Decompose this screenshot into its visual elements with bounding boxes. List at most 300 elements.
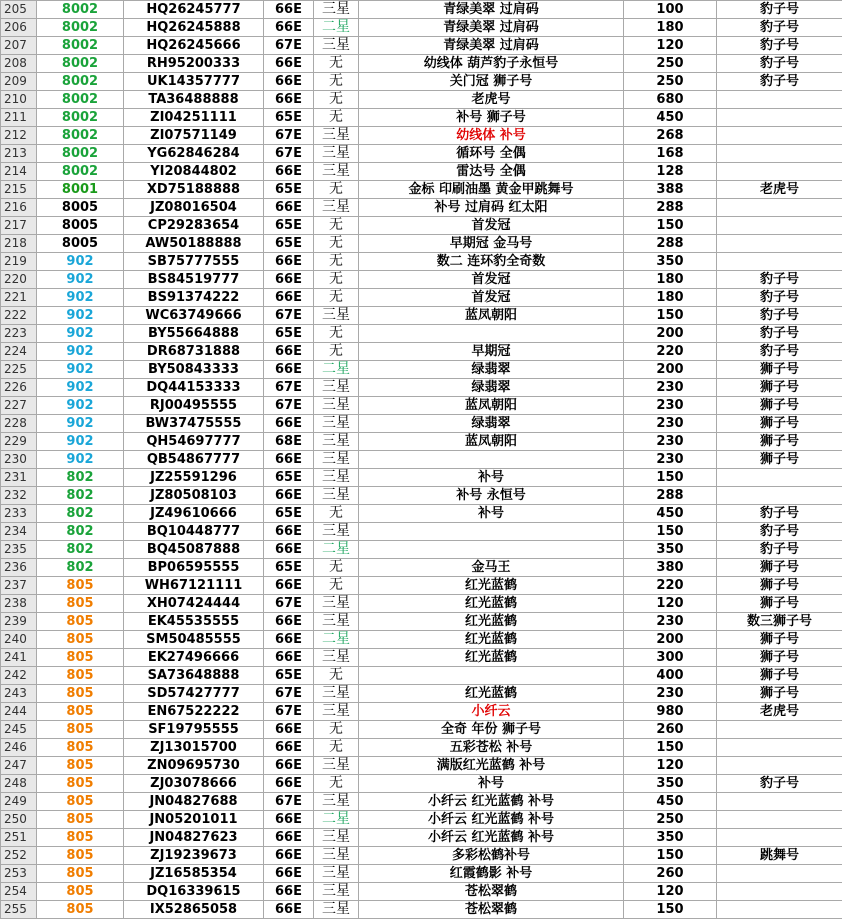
grade-cell[interactable]: 三星 bbox=[314, 1, 359, 19]
version-cell[interactable]: 65E bbox=[264, 559, 314, 577]
description-cell[interactable]: 早期冠 金马号 bbox=[359, 235, 624, 253]
row-number-cell[interactable]: 227 bbox=[1, 397, 37, 415]
version-cell[interactable]: 65E bbox=[264, 235, 314, 253]
description-cell[interactable] bbox=[359, 451, 624, 469]
version-cell[interactable]: 66E bbox=[264, 289, 314, 307]
description-cell[interactable]: 蓝凤朝阳 bbox=[359, 433, 624, 451]
price-cell[interactable]: 100 bbox=[624, 1, 717, 19]
description-cell[interactable]: 关门冠 狮子号 bbox=[359, 73, 624, 91]
version-cell[interactable]: 66E bbox=[264, 811, 314, 829]
version-cell[interactable]: 65E bbox=[264, 109, 314, 127]
price-cell[interactable]: 120 bbox=[624, 757, 717, 775]
version-cell[interactable]: 66E bbox=[264, 451, 314, 469]
price-cell[interactable]: 350 bbox=[624, 253, 717, 271]
grade-cell[interactable]: 无 bbox=[314, 271, 359, 289]
grade-cell[interactable]: 无 bbox=[314, 739, 359, 757]
description-cell[interactable] bbox=[359, 325, 624, 343]
grade-cell[interactable]: 三星 bbox=[314, 883, 359, 901]
tag-cell[interactable]: 狮子号 bbox=[717, 649, 842, 667]
tag-cell[interactable]: 狮子号 bbox=[717, 397, 842, 415]
price-cell[interactable]: 120 bbox=[624, 595, 717, 613]
tag-cell[interactable]: 豹子号 bbox=[717, 271, 842, 289]
serial-number-cell[interactable]: WH67121111 bbox=[124, 577, 264, 595]
series-code-cell[interactable]: 902 bbox=[37, 433, 124, 451]
price-cell[interactable]: 268 bbox=[624, 127, 717, 145]
serial-number-cell[interactable]: HQ26245888 bbox=[124, 19, 264, 37]
version-cell[interactable]: 66E bbox=[264, 901, 314, 919]
serial-number-cell[interactable]: TA36488888 bbox=[124, 91, 264, 109]
version-cell[interactable]: 66E bbox=[264, 91, 314, 109]
row-number-cell[interactable]: 247 bbox=[1, 757, 37, 775]
tag-cell[interactable]: 狮子号 bbox=[717, 667, 842, 685]
price-cell[interactable]: 230 bbox=[624, 685, 717, 703]
tag-cell[interactable]: 豹子号 bbox=[717, 541, 842, 559]
tag-cell[interactable] bbox=[717, 163, 842, 181]
serial-number-cell[interactable]: BQ45087888 bbox=[124, 541, 264, 559]
tag-cell[interactable]: 狮子号 bbox=[717, 631, 842, 649]
price-cell[interactable]: 150 bbox=[624, 307, 717, 325]
serial-number-cell[interactable]: BP06595555 bbox=[124, 559, 264, 577]
row-number-cell[interactable]: 241 bbox=[1, 649, 37, 667]
row-number-cell[interactable]: 225 bbox=[1, 361, 37, 379]
version-cell[interactable]: 67E bbox=[264, 307, 314, 325]
description-cell[interactable]: 苍松翠鹤 bbox=[359, 901, 624, 919]
tag-cell[interactable]: 豹子号 bbox=[717, 1, 842, 19]
tag-cell[interactable]: 豹子号 bbox=[717, 19, 842, 37]
series-code-cell[interactable]: 8005 bbox=[37, 217, 124, 235]
price-cell[interactable]: 200 bbox=[624, 325, 717, 343]
serial-number-cell[interactable]: BS84519777 bbox=[124, 271, 264, 289]
row-number-cell[interactable]: 211 bbox=[1, 109, 37, 127]
grade-cell[interactable]: 无 bbox=[314, 559, 359, 577]
row-number-cell[interactable]: 242 bbox=[1, 667, 37, 685]
serial-number-cell[interactable]: DQ16339615 bbox=[124, 883, 264, 901]
version-cell[interactable]: 67E bbox=[264, 379, 314, 397]
version-cell[interactable]: 66E bbox=[264, 523, 314, 541]
version-cell[interactable]: 67E bbox=[264, 685, 314, 703]
serial-number-cell[interactable]: IX52865058 bbox=[124, 901, 264, 919]
series-code-cell[interactable]: 805 bbox=[37, 901, 124, 919]
series-code-cell[interactable]: 902 bbox=[37, 343, 124, 361]
series-code-cell[interactable]: 805 bbox=[37, 883, 124, 901]
row-number-cell[interactable]: 245 bbox=[1, 721, 37, 739]
version-cell[interactable]: 65E bbox=[264, 505, 314, 523]
price-cell[interactable]: 128 bbox=[624, 163, 717, 181]
grade-cell[interactable]: 三星 bbox=[314, 469, 359, 487]
tag-cell[interactable] bbox=[717, 721, 842, 739]
tag-cell[interactable] bbox=[717, 217, 842, 235]
tag-cell[interactable]: 狮子号 bbox=[717, 559, 842, 577]
tag-cell[interactable]: 豹子号 bbox=[717, 325, 842, 343]
grade-cell[interactable]: 无 bbox=[314, 109, 359, 127]
description-cell[interactable] bbox=[359, 523, 624, 541]
tag-cell[interactable] bbox=[717, 865, 842, 883]
series-code-cell[interactable]: 902 bbox=[37, 379, 124, 397]
price-cell[interactable]: 230 bbox=[624, 379, 717, 397]
series-code-cell[interactable]: 8002 bbox=[37, 163, 124, 181]
series-code-cell[interactable]: 805 bbox=[37, 667, 124, 685]
description-cell[interactable]: 雷达号 全偶 bbox=[359, 163, 624, 181]
description-cell[interactable]: 幼线体 葫芦豹子永恒号 bbox=[359, 55, 624, 73]
row-number-cell[interactable]: 218 bbox=[1, 235, 37, 253]
description-cell[interactable]: 蓝凤朝阳 bbox=[359, 397, 624, 415]
grade-cell[interactable]: 无 bbox=[314, 577, 359, 595]
price-cell[interactable]: 288 bbox=[624, 235, 717, 253]
row-number-cell[interactable]: 208 bbox=[1, 55, 37, 73]
serial-number-cell[interactable]: ZI04251111 bbox=[124, 109, 264, 127]
row-number-cell[interactable]: 243 bbox=[1, 685, 37, 703]
tag-cell[interactable] bbox=[717, 145, 842, 163]
price-cell[interactable]: 180 bbox=[624, 19, 717, 37]
grade-cell[interactable]: 无 bbox=[314, 55, 359, 73]
price-cell[interactable]: 168 bbox=[624, 145, 717, 163]
version-cell[interactable]: 67E bbox=[264, 37, 314, 55]
price-cell[interactable]: 450 bbox=[624, 793, 717, 811]
grade-cell[interactable]: 三星 bbox=[314, 685, 359, 703]
tag-cell[interactable] bbox=[717, 235, 842, 253]
row-number-cell[interactable]: 219 bbox=[1, 253, 37, 271]
description-cell[interactable]: 首发冠 bbox=[359, 217, 624, 235]
description-cell[interactable] bbox=[359, 667, 624, 685]
description-cell[interactable]: 红光蓝鹤 bbox=[359, 631, 624, 649]
version-cell[interactable]: 66E bbox=[264, 541, 314, 559]
version-cell[interactable]: 66E bbox=[264, 883, 314, 901]
serial-number-cell[interactable]: EK45535555 bbox=[124, 613, 264, 631]
serial-number-cell[interactable]: ZJ13015700 bbox=[124, 739, 264, 757]
version-cell[interactable]: 65E bbox=[264, 667, 314, 685]
serial-number-cell[interactable]: BQ10448777 bbox=[124, 523, 264, 541]
row-number-cell[interactable]: 249 bbox=[1, 793, 37, 811]
tag-cell[interactable]: 豹子号 bbox=[717, 307, 842, 325]
version-cell[interactable]: 66E bbox=[264, 613, 314, 631]
grade-cell[interactable]: 三星 bbox=[314, 649, 359, 667]
version-cell[interactable]: 66E bbox=[264, 253, 314, 271]
row-number-cell[interactable]: 240 bbox=[1, 631, 37, 649]
grade-cell[interactable]: 二星 bbox=[314, 811, 359, 829]
series-code-cell[interactable]: 8002 bbox=[37, 145, 124, 163]
version-cell[interactable]: 65E bbox=[264, 217, 314, 235]
description-cell[interactable]: 小纤云 红光蓝鹤 补号 bbox=[359, 811, 624, 829]
series-code-cell[interactable]: 8002 bbox=[37, 37, 124, 55]
grade-cell[interactable]: 无 bbox=[314, 343, 359, 361]
price-cell[interactable]: 150 bbox=[624, 847, 717, 865]
description-cell[interactable]: 苍松翠鹤 bbox=[359, 883, 624, 901]
price-cell[interactable]: 230 bbox=[624, 397, 717, 415]
price-cell[interactable]: 230 bbox=[624, 451, 717, 469]
description-cell[interactable]: 补号 bbox=[359, 469, 624, 487]
row-number-cell[interactable]: 210 bbox=[1, 91, 37, 109]
series-code-cell[interactable]: 805 bbox=[37, 775, 124, 793]
row-number-cell[interactable]: 215 bbox=[1, 181, 37, 199]
grade-cell[interactable]: 三星 bbox=[314, 793, 359, 811]
row-number-cell[interactable]: 207 bbox=[1, 37, 37, 55]
tag-cell[interactable]: 数三狮子号 bbox=[717, 613, 842, 631]
version-cell[interactable]: 65E bbox=[264, 469, 314, 487]
description-cell[interactable]: 老虎号 bbox=[359, 91, 624, 109]
row-number-cell[interactable]: 252 bbox=[1, 847, 37, 865]
version-cell[interactable]: 66E bbox=[264, 1, 314, 19]
price-cell[interactable]: 150 bbox=[624, 739, 717, 757]
series-code-cell[interactable]: 8002 bbox=[37, 19, 124, 37]
tag-cell[interactable]: 狮子号 bbox=[717, 595, 842, 613]
grade-cell[interactable]: 无 bbox=[314, 505, 359, 523]
row-number-cell[interactable]: 253 bbox=[1, 865, 37, 883]
series-code-cell[interactable]: 8002 bbox=[37, 91, 124, 109]
row-number-cell[interactable]: 222 bbox=[1, 307, 37, 325]
grade-cell[interactable]: 三星 bbox=[314, 145, 359, 163]
row-number-cell[interactable]: 216 bbox=[1, 199, 37, 217]
description-cell[interactable]: 红光蓝鹤 bbox=[359, 595, 624, 613]
price-cell[interactable]: 180 bbox=[624, 289, 717, 307]
series-code-cell[interactable]: 902 bbox=[37, 253, 124, 271]
price-cell[interactable]: 260 bbox=[624, 865, 717, 883]
tag-cell[interactable] bbox=[717, 829, 842, 847]
version-cell[interactable]: 66E bbox=[264, 361, 314, 379]
description-cell[interactable]: 绿翡翠 bbox=[359, 361, 624, 379]
grade-cell[interactable]: 三星 bbox=[314, 865, 359, 883]
serial-number-cell[interactable]: AW50188888 bbox=[124, 235, 264, 253]
serial-number-cell[interactable]: XH07424444 bbox=[124, 595, 264, 613]
serial-number-cell[interactable]: JN04827623 bbox=[124, 829, 264, 847]
price-cell[interactable]: 350 bbox=[624, 541, 717, 559]
serial-number-cell[interactable]: RH95200333 bbox=[124, 55, 264, 73]
price-cell[interactable]: 200 bbox=[624, 361, 717, 379]
price-cell[interactable]: 150 bbox=[624, 469, 717, 487]
description-cell[interactable]: 多彩松鹤补号 bbox=[359, 847, 624, 865]
serial-number-cell[interactable]: HQ26245666 bbox=[124, 37, 264, 55]
version-cell[interactable]: 66E bbox=[264, 775, 314, 793]
tag-cell[interactable]: 豹子号 bbox=[717, 55, 842, 73]
price-cell[interactable]: 380 bbox=[624, 559, 717, 577]
serial-number-cell[interactable]: SM50485555 bbox=[124, 631, 264, 649]
price-cell[interactable]: 288 bbox=[624, 487, 717, 505]
description-cell[interactable]: 红霞鹤影 补号 bbox=[359, 865, 624, 883]
grade-cell[interactable]: 无 bbox=[314, 181, 359, 199]
series-code-cell[interactable]: 805 bbox=[37, 829, 124, 847]
serial-number-cell[interactable]: EN67522222 bbox=[124, 703, 264, 721]
serial-number-cell[interactable]: ZJ03078666 bbox=[124, 775, 264, 793]
row-number-cell[interactable]: 234 bbox=[1, 523, 37, 541]
description-cell[interactable]: 数二 连环豹全奇数 bbox=[359, 253, 624, 271]
price-cell[interactable]: 288 bbox=[624, 199, 717, 217]
serial-number-cell[interactable]: RJ00495555 bbox=[124, 397, 264, 415]
series-code-cell[interactable]: 802 bbox=[37, 523, 124, 541]
version-cell[interactable]: 66E bbox=[264, 865, 314, 883]
serial-number-cell[interactable]: BY50843333 bbox=[124, 361, 264, 379]
tag-cell[interactable] bbox=[717, 901, 842, 919]
serial-number-cell[interactable]: JZ49610666 bbox=[124, 505, 264, 523]
price-cell[interactable]: 250 bbox=[624, 73, 717, 91]
serial-number-cell[interactable]: CP29283654 bbox=[124, 217, 264, 235]
series-code-cell[interactable]: 902 bbox=[37, 271, 124, 289]
description-cell[interactable]: 补号 bbox=[359, 775, 624, 793]
series-code-cell[interactable]: 805 bbox=[37, 865, 124, 883]
version-cell[interactable]: 66E bbox=[264, 847, 314, 865]
description-cell[interactable]: 全奇 年份 狮子号 bbox=[359, 721, 624, 739]
series-code-cell[interactable]: 902 bbox=[37, 451, 124, 469]
series-code-cell[interactable]: 805 bbox=[37, 595, 124, 613]
row-number-cell[interactable]: 206 bbox=[1, 19, 37, 37]
tag-cell[interactable]: 豹子号 bbox=[717, 775, 842, 793]
series-code-cell[interactable]: 805 bbox=[37, 811, 124, 829]
version-cell[interactable]: 65E bbox=[264, 325, 314, 343]
grade-cell[interactable]: 无 bbox=[314, 73, 359, 91]
grade-cell[interactable]: 三星 bbox=[314, 397, 359, 415]
grade-cell[interactable]: 三星 bbox=[314, 163, 359, 181]
price-cell[interactable]: 120 bbox=[624, 883, 717, 901]
serial-number-cell[interactable]: WC63749666 bbox=[124, 307, 264, 325]
series-code-cell[interactable]: 805 bbox=[37, 649, 124, 667]
serial-number-cell[interactable]: JZ25591296 bbox=[124, 469, 264, 487]
row-number-cell[interactable]: 254 bbox=[1, 883, 37, 901]
row-number-cell[interactable]: 213 bbox=[1, 145, 37, 163]
series-code-cell[interactable]: 902 bbox=[37, 415, 124, 433]
row-number-cell[interactable]: 230 bbox=[1, 451, 37, 469]
serial-number-cell[interactable]: HQ26245777 bbox=[124, 1, 264, 19]
row-number-cell[interactable]: 217 bbox=[1, 217, 37, 235]
serial-number-cell[interactable]: JZ08016504 bbox=[124, 199, 264, 217]
version-cell[interactable]: 66E bbox=[264, 271, 314, 289]
row-number-cell[interactable]: 214 bbox=[1, 163, 37, 181]
version-cell[interactable]: 67E bbox=[264, 595, 314, 613]
version-cell[interactable]: 66E bbox=[264, 343, 314, 361]
row-number-cell[interactable]: 250 bbox=[1, 811, 37, 829]
serial-number-cell[interactable]: YG62846284 bbox=[124, 145, 264, 163]
tag-cell[interactable] bbox=[717, 109, 842, 127]
description-cell[interactable]: 小纤云 bbox=[359, 703, 624, 721]
row-number-cell[interactable]: 235 bbox=[1, 541, 37, 559]
row-number-cell[interactable]: 220 bbox=[1, 271, 37, 289]
series-code-cell[interactable]: 805 bbox=[37, 685, 124, 703]
grade-cell[interactable]: 三星 bbox=[314, 757, 359, 775]
description-cell[interactable]: 循环号 全偶 bbox=[359, 145, 624, 163]
tag-cell[interactable] bbox=[717, 91, 842, 109]
series-code-cell[interactable]: 902 bbox=[37, 289, 124, 307]
description-cell[interactable]: 早期冠 bbox=[359, 343, 624, 361]
description-cell[interactable]: 补号 bbox=[359, 505, 624, 523]
version-cell[interactable]: 67E bbox=[264, 793, 314, 811]
tag-cell[interactable]: 狮子号 bbox=[717, 433, 842, 451]
price-cell[interactable]: 230 bbox=[624, 415, 717, 433]
series-code-cell[interactable]: 805 bbox=[37, 631, 124, 649]
row-number-cell[interactable]: 244 bbox=[1, 703, 37, 721]
version-cell[interactable]: 66E bbox=[264, 649, 314, 667]
row-number-cell[interactable]: 221 bbox=[1, 289, 37, 307]
series-code-cell[interactable]: 805 bbox=[37, 577, 124, 595]
version-cell[interactable]: 66E bbox=[264, 55, 314, 73]
row-number-cell[interactable]: 233 bbox=[1, 505, 37, 523]
series-code-cell[interactable]: 902 bbox=[37, 361, 124, 379]
row-number-cell[interactable]: 229 bbox=[1, 433, 37, 451]
serial-number-cell[interactable]: EK27496666 bbox=[124, 649, 264, 667]
price-cell[interactable]: 980 bbox=[624, 703, 717, 721]
grade-cell[interactable]: 三星 bbox=[314, 847, 359, 865]
tag-cell[interactable] bbox=[717, 739, 842, 757]
row-number-cell[interactable]: 251 bbox=[1, 829, 37, 847]
price-cell[interactable]: 250 bbox=[624, 811, 717, 829]
tag-cell[interactable] bbox=[717, 811, 842, 829]
grade-cell[interactable]: 无 bbox=[314, 91, 359, 109]
tag-cell[interactable] bbox=[717, 487, 842, 505]
price-cell[interactable]: 450 bbox=[624, 505, 717, 523]
serial-number-cell[interactable]: BY55664888 bbox=[124, 325, 264, 343]
description-cell[interactable]: 红光蓝鹤 bbox=[359, 577, 624, 595]
tag-cell[interactable]: 豹子号 bbox=[717, 505, 842, 523]
tag-cell[interactable] bbox=[717, 199, 842, 217]
row-number-cell[interactable]: 209 bbox=[1, 73, 37, 91]
version-cell[interactable]: 68E bbox=[264, 433, 314, 451]
grade-cell[interactable]: 三星 bbox=[314, 901, 359, 919]
tag-cell[interactable]: 豹子号 bbox=[717, 73, 842, 91]
price-cell[interactable]: 260 bbox=[624, 721, 717, 739]
description-cell[interactable]: 首发冠 bbox=[359, 289, 624, 307]
description-cell[interactable] bbox=[359, 541, 624, 559]
series-code-cell[interactable]: 902 bbox=[37, 397, 124, 415]
grade-cell[interactable]: 无 bbox=[314, 235, 359, 253]
grade-cell[interactable]: 无 bbox=[314, 253, 359, 271]
row-number-cell[interactable]: 224 bbox=[1, 343, 37, 361]
serial-number-cell[interactable]: ZJ19239673 bbox=[124, 847, 264, 865]
serial-number-cell[interactable]: YI20844802 bbox=[124, 163, 264, 181]
price-cell[interactable]: 350 bbox=[624, 829, 717, 847]
series-code-cell[interactable]: 8002 bbox=[37, 127, 124, 145]
price-cell[interactable]: 388 bbox=[624, 181, 717, 199]
grade-cell[interactable]: 二星 bbox=[314, 631, 359, 649]
tag-cell[interactable]: 豹子号 bbox=[717, 289, 842, 307]
price-cell[interactable]: 150 bbox=[624, 523, 717, 541]
price-cell[interactable]: 150 bbox=[624, 901, 717, 919]
version-cell[interactable]: 66E bbox=[264, 487, 314, 505]
tag-cell[interactable] bbox=[717, 793, 842, 811]
description-cell[interactable]: 红光蓝鹤 bbox=[359, 613, 624, 631]
version-cell[interactable]: 66E bbox=[264, 415, 314, 433]
serial-number-cell[interactable]: BW37475555 bbox=[124, 415, 264, 433]
series-code-cell[interactable]: 805 bbox=[37, 721, 124, 739]
serial-number-cell[interactable]: SB75777555 bbox=[124, 253, 264, 271]
price-cell[interactable]: 400 bbox=[624, 667, 717, 685]
tag-cell[interactable]: 老虎号 bbox=[717, 181, 842, 199]
version-cell[interactable]: 66E bbox=[264, 199, 314, 217]
serial-number-cell[interactable]: BS91374222 bbox=[124, 289, 264, 307]
series-code-cell[interactable]: 802 bbox=[37, 505, 124, 523]
grade-cell[interactable]: 三星 bbox=[314, 127, 359, 145]
grade-cell[interactable]: 三星 bbox=[314, 487, 359, 505]
serial-number-cell[interactable]: ZI07571149 bbox=[124, 127, 264, 145]
tag-cell[interactable]: 狮子号 bbox=[717, 379, 842, 397]
description-cell[interactable]: 幼线体 补号 bbox=[359, 127, 624, 145]
price-cell[interactable]: 220 bbox=[624, 343, 717, 361]
serial-number-cell[interactable]: JZ16585354 bbox=[124, 865, 264, 883]
version-cell[interactable]: 67E bbox=[264, 703, 314, 721]
row-number-cell[interactable]: 236 bbox=[1, 559, 37, 577]
grade-cell[interactable]: 无 bbox=[314, 775, 359, 793]
row-number-cell[interactable]: 248 bbox=[1, 775, 37, 793]
description-cell[interactable]: 金标 印刷油墨 黄金甲跳舞号 bbox=[359, 181, 624, 199]
description-cell[interactable]: 小纤云 红光蓝鹤 补号 bbox=[359, 793, 624, 811]
price-cell[interactable]: 350 bbox=[624, 775, 717, 793]
tag-cell[interactable] bbox=[717, 127, 842, 145]
price-cell[interactable]: 220 bbox=[624, 577, 717, 595]
grade-cell[interactable]: 二星 bbox=[314, 361, 359, 379]
version-cell[interactable]: 66E bbox=[264, 721, 314, 739]
serial-number-cell[interactable]: QB54867777 bbox=[124, 451, 264, 469]
serial-number-cell[interactable]: XD75188888 bbox=[124, 181, 264, 199]
serial-number-cell[interactable]: JN05201011 bbox=[124, 811, 264, 829]
series-code-cell[interactable]: 802 bbox=[37, 469, 124, 487]
grade-cell[interactable]: 无 bbox=[314, 667, 359, 685]
grade-cell[interactable]: 三星 bbox=[314, 829, 359, 847]
grade-cell[interactable]: 无 bbox=[314, 289, 359, 307]
